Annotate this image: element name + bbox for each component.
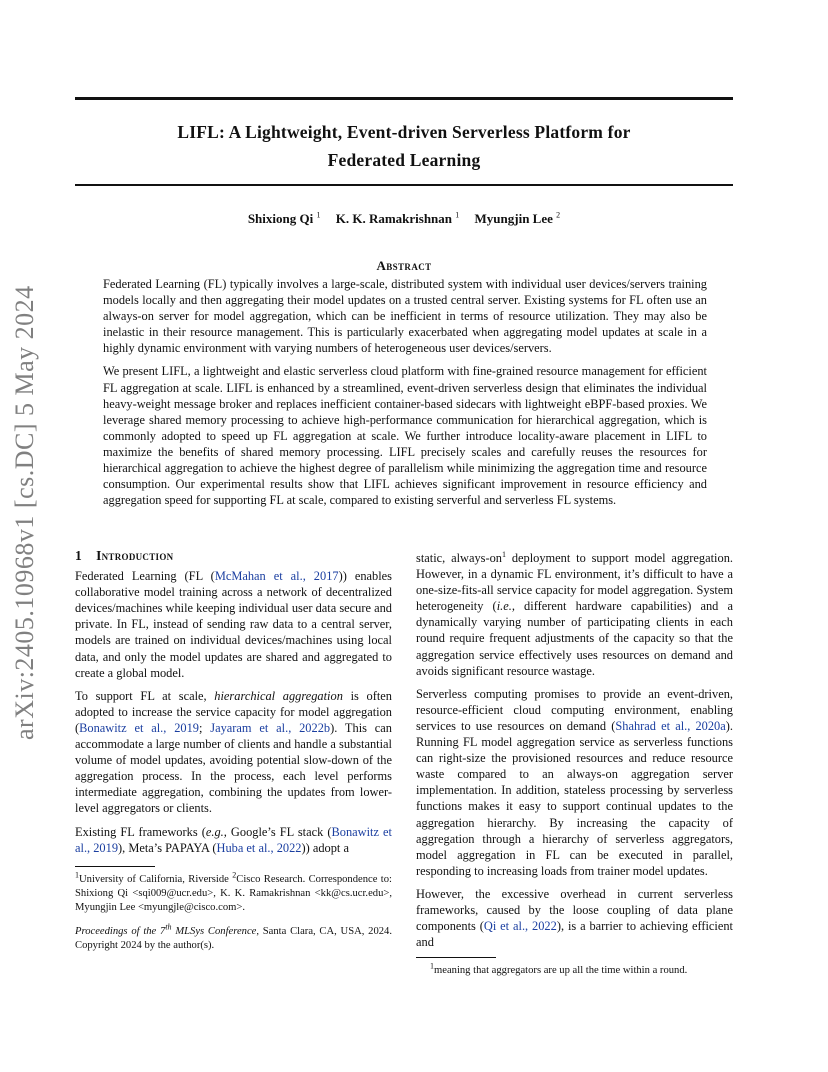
text: Serverless computing promises to provide an event-driven, resource-efficient cloud computing environment, enabling services to use resources on demand (	[416, 686, 733, 733]
abstract	[103, 276, 707, 515]
section-heading	[75, 548, 392, 564]
section-number: 1	[75, 548, 83, 563]
footnote-rule	[75, 866, 155, 867]
paper-title	[75, 118, 733, 174]
top-rule	[75, 97, 733, 100]
author-3	[475, 211, 561, 226]
intro-paragraph-3	[75, 824, 392, 856]
citation-link[interactable]: Huba et al., 2022	[216, 840, 302, 855]
text: ). Running FL model aggregation service as serverless functions can right-size the provisioned resources and reduce resource waste compared to an always-on aggregation server implementation. In addition, stateless processing by serverless functions makes it easy to support continual updates to the aggregation hierarchy. By increasing the capacity of aggregation through a hierarchy of serverless aggregators, model aggregation in FL can be executed in parallel, responding to increasing loads from trainer model updates.	[416, 718, 733, 878]
author-affil: 2	[556, 210, 561, 220]
citation-link[interactable]: Qi et al., 2022	[483, 919, 557, 934]
intro-paragraph-1	[75, 568, 392, 681]
citation-link[interactable]: Jayaram et al., 2022b	[210, 720, 331, 735]
author-affil: 1	[455, 210, 460, 220]
proceedings-note: Proceedings of the 7th MLSys Conference, Santa Clara, CA, USA, 2024. Copyright 2024 by the author(s).	[75, 922, 392, 951]
text: ). This can accommodate a large number of clients and handle a substantial volume of model updates, avoiding potential slow-down of the aggregation process. In the process, each level performs intermediate aggregation, combining the updates from lower-level aggregators or clients.	[75, 720, 392, 816]
text: ;	[198, 720, 211, 735]
author-2	[336, 211, 460, 226]
footnote-1	[416, 961, 733, 978]
footnote-mark: 1	[75, 870, 79, 880]
text: Federated Learning (FL (	[75, 569, 215, 584]
author-list	[75, 211, 733, 227]
text: , Santa Clara, CA, USA, 2024. Copyright 2024 by the author(s).	[75, 925, 392, 951]
text: MLSys Conference	[171, 925, 257, 937]
text: different hardware capabilities) and a dynamically varying number of participating clients in each round require frequent adjustments of the capacity so that the aggregation service effectively uses resources on demand and avoids significant resource wastage.	[416, 599, 734, 678]
emphasis: i.e.,	[496, 599, 515, 614]
citation-link[interactable]: Shahrad et al., 2020a	[615, 718, 726, 733]
text: To support FL at scale,	[75, 688, 215, 703]
text: University of California, Riverside	[79, 873, 233, 885]
emphasis: hierarchical aggregation	[214, 688, 343, 703]
footnote-mark: 2	[232, 870, 237, 880]
text: Existing FL frameworks (	[75, 824, 206, 839]
affiliation-footnote	[75, 870, 392, 915]
footnote-rule	[416, 957, 496, 958]
citation-link[interactable]: Bonawitz et al., 2019	[75, 824, 392, 855]
author-name: Myungjin Lee	[474, 211, 553, 226]
left-column	[75, 548, 392, 953]
superscript: th	[165, 922, 172, 932]
text: However, the excessive overhead in current serverless frameworks, caused by the loose coupling of data plane components (	[416, 886, 733, 934]
text: )) enables collaborative model training across a network of decentralized devices/machines while keeping individual user data secure and private. In FL, instead of sending raw data to a central server, models are trained on individual devices/machines using local data, and only the model updates are shared and aggregated to create a global model.	[75, 569, 392, 680]
text: is often adopted to increase the service capacity for model aggregation (	[75, 688, 392, 735]
section-title: Introduction	[96, 548, 174, 563]
citation-link[interactable]: Bonawitz et al., 2019	[79, 720, 199, 735]
footnote-mark: 1	[430, 961, 434, 971]
citation-link[interactable]: McMahan et al., 2017	[214, 569, 339, 584]
text: ), is a barrier to achieving efficient and	[416, 919, 734, 950]
intro-paragraph-6	[416, 886, 733, 950]
emphasis: e.g.,	[205, 824, 227, 839]
text: meaning that aggregators are up all the time within a round.	[434, 965, 688, 977]
intro-paragraph-4	[416, 550, 733, 679]
author-name: Shixiong Qi	[247, 211, 314, 226]
text: Google’s FL stack (	[226, 824, 332, 839]
text: )) adopt a	[301, 840, 349, 855]
intro-paragraph-2	[75, 688, 392, 817]
text: static, always-on	[416, 551, 502, 565]
title-line-2: Federated Learning	[327, 150, 481, 170]
text: Proceedings of the	[75, 925, 161, 937]
title-bottom-rule	[75, 184, 733, 186]
abstract-paragraph-1: Federated Learning (FL) typically involves a large-scale, distributed system with individual user devices/servers training models locally and then aggregating their model updates on a trusted central server. Existing systems for FL often use an always-on server for model aggregation, which can be inefficient in terms of resource utilization. They may also be inelastic in their resource management. This is particularly exacerbated when aggregating model updates at scale in a highly dynamic environment with varying numbers of heterogeneous user devices/servers.	[103, 277, 707, 356]
author-1	[248, 211, 321, 226]
abstract-heading: Abstract	[376, 258, 432, 273]
abstract-paragraph-2: We present LIFL, a lightweight and elastic serverless cloud platform with fine-grained resource management for efficient FL aggregation at scale. LIFL is enhanced by a streamlined, event-driven serverless design that eliminates the individual heavy-weight message broker and replaces inefficient container-based sidecars with lightweight eBPF-based proxies. We leverage shared memory processing to achieve high-performance communication for hierarchical aggregation, which is commonly adopted to speed up FL aggregation at scale. We further introduce locality-aware placement in LIFL to maximize the benefits of shared memory processing. LIFL precisely scales and carefully reuses the resources for hierarchical aggregation to achieve the highest degree of parallelism while minimizing the aggregation time and resource consumption. Our experimental results show that LIFL achieves significant improvement in resource efficiency and aggregation speed for supporting FL at scale, compared to existing serverful and serverless FL systems.	[103, 364, 707, 508]
author-affil: 1	[316, 210, 321, 220]
arxiv-stamp: arXiv:2405.10968v1 [cs.DC] 5 May 2024	[10, 285, 39, 740]
title-line-1: LIFL: A Lightweight, Event-driven Serverless Platform for	[177, 122, 631, 142]
text: ), Meta’s PAPAYA (	[118, 840, 217, 855]
author-name: K. K. Ramakrishnan	[335, 211, 453, 226]
intro-paragraph-5	[416, 686, 733, 879]
right-column	[416, 550, 733, 978]
text: deployment to support model aggregation. However, in a dynamic FL environment, it’s difficult to have a one-size-fits-all service capacity for model aggregation. System heterogeneity (	[416, 551, 733, 614]
footnote-mark[interactable]: 1	[502, 549, 506, 559]
text: Cisco Research. Correspondence to: Shixiong Qi <sqi009@ucr.edu>, K. K. Ramakrishnan <kk@cs.ucr.edu>, Myungjin Lee <myungjle@cisco.com>.	[75, 873, 392, 913]
